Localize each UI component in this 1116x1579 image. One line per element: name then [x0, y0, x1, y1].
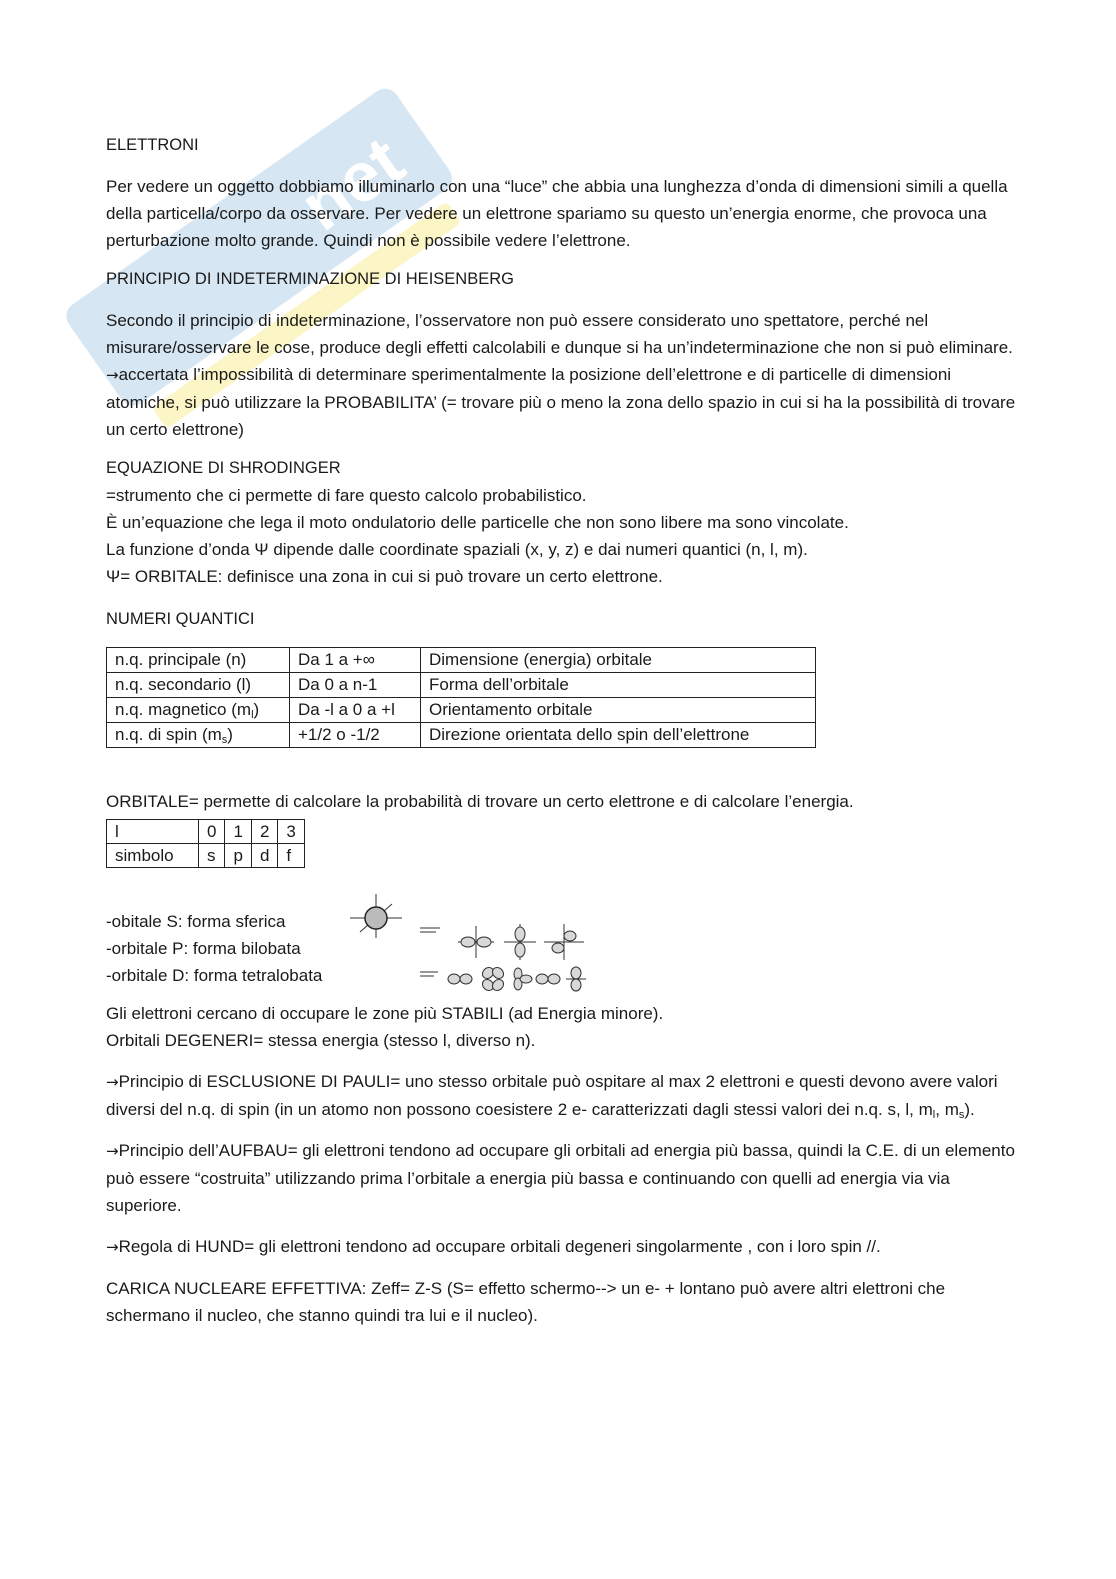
heisenberg-arrow-paragraph	[106, 361, 1016, 443]
table-cell: n.q. secondario (l)	[107, 673, 290, 698]
table-cell: s	[199, 844, 225, 868]
table-cell: Da 0 a n-1	[290, 673, 421, 698]
aufbau-paragraph: →Principio dell’AUFBAU= gli elettroni tendono ad occupare gli orbitali ad energia più bassa, quindi la C.E. di un elemento può essere “costruita” utilizzando prima l’orbitale a energia più bassa e continuando con quelli ad energia via via superiore.	[106, 1141, 1015, 1215]
list-item: -orbitale P: forma bilobata	[106, 939, 301, 958]
table-row	[107, 844, 305, 868]
orbital-shapes-block	[106, 898, 1016, 990]
table-cell: 1	[225, 820, 251, 844]
p-orbital-image	[418, 922, 590, 960]
table-cell: p	[225, 844, 251, 868]
table-cell: l	[107, 820, 199, 844]
s-orbital-image	[346, 892, 406, 940]
schrodinger-line: =strumento che ci permette di fare questo calcolo probabilistico.	[106, 486, 587, 505]
table-cell: d	[251, 844, 277, 868]
stability-line: Gli elettroni cercano di occupare le zone più STABILI (ad Energia minore).	[106, 1004, 664, 1023]
d-orbital-image	[418, 964, 590, 994]
schrodinger-line: Ψ= ORBITALE: definisce una zona in cui si può trovare un certo elettrone.	[106, 567, 663, 586]
table-cell: simbolo	[107, 844, 199, 868]
table-cell: 0	[199, 820, 225, 844]
table-row	[107, 698, 816, 723]
pauli-paragraph: →Principio di ESCLUSIONE DI PAULI= uno stesso orbitale può ospitare al max 2 elettroni e questi devono avere valori diversi del n.q. di spin (in un atomo non possono coesistere 2 e- caratterizzati dagli stessi valori dei n.q. s, l, $m_l$, $m_s$).	[106, 1072, 998, 1121]
list-item: -obitale S: forma sferica	[106, 912, 286, 931]
orbitale-definition: ORBITALE= permette di calcolare la probabilità di trovare un certo elettrone e di calcolare l’energia.	[106, 792, 854, 811]
list-item: -orbitale D: forma tetralobata	[106, 966, 323, 985]
table-cell: Orientamento orbitale	[421, 698, 816, 723]
arrow-icon: →	[106, 1238, 119, 1256]
table-cell: n.q. principale (n)	[107, 648, 290, 673]
arrow-icon: →	[106, 1142, 119, 1160]
intro-paragraph: Per vedere un oggetto dobbiamo illuminarlo con una “luce” che abbia una lunghezza d’onda di dimensioni simili a quella della particella/corpo da osservare. Per vedere un elettrone spariamo su questo un’energia enorme, che provoca una perturbazione molto grande. Quindi non è possibile vedere l’elettrone.	[106, 177, 1008, 250]
table-cell: Da -l a 0 a +l	[290, 698, 421, 723]
section-title-elettroni: ELETTRONI	[106, 136, 199, 154]
schrodinger-line: La funzione d’onda Ψ dipende dalle coordinate spaziali (x, y, z) e dai numeri quantici (n, l, m).	[106, 540, 808, 559]
table-cell: n.q. di spin $(m_s)$	[107, 723, 290, 748]
arrow-icon: →	[106, 1073, 119, 1091]
table-cell: Direzione orientata dello spin dell’elettrone	[421, 723, 816, 748]
zeff-paragraph: CARICA NUCLEARE EFFETTIVA: Zeff= Z-S (S= effetto schermo--> un e- + lontano può avere altri elettroni che schermano il nucleo, che stanno quindi tra lui e il nucleo).	[106, 1279, 946, 1325]
table-cell: Da 1 a +∞	[290, 648, 421, 673]
table-row	[107, 648, 816, 673]
heisenberg-heading: PRINCIPIO DI INDETERMINAZIONE DI HEISENBERG	[106, 270, 514, 288]
table-row	[107, 673, 816, 698]
arrow-icon: →	[106, 366, 119, 384]
table-cell: 3	[278, 820, 304, 844]
table-cell: n.q. magnetico $(m_l)$	[107, 698, 290, 723]
watermark-text: net	[286, 121, 418, 246]
table-row	[107, 820, 305, 844]
schrodinger-heading: EQUAZIONE DI SHRODINGER	[106, 459, 341, 477]
heisenberg-paragraph: Secondo il principio di indeterminazione, l’osservatore non può essere considerato uno spettatore, perché nel misurare/osservare le cose, produce degli effetti calcolabili e dunque si ha un’indeterminazione che non si può eliminare.	[106, 311, 1013, 357]
table-cell: f	[278, 844, 304, 868]
table-row	[107, 723, 816, 748]
degenerate-line: Orbitali DEGENERI= stessa energia (stesso l, diverso n).	[106, 1031, 536, 1050]
orbital-symbol-table	[106, 819, 305, 868]
hund-paragraph: →Regola di HUND= gli elettroni tendono ad occupare orbitali degeneri singolarmente , con i loro spin //.	[106, 1237, 881, 1256]
document-content	[106, 132, 1016, 1329]
quantum-heading: NUMERI QUANTICI	[106, 610, 255, 628]
table-cell: 2	[251, 820, 277, 844]
table-cell: Forma dell’orbitale	[421, 673, 816, 698]
table-cell: Dimensione (energia) orbitale	[421, 648, 816, 673]
table-cell: +1/2 o -1/2	[290, 723, 421, 748]
orbital-shapes-list	[106, 908, 322, 989]
schrodinger-line: È un’equazione che lega il moto ondulatorio delle particelle che non sono libere ma sono vincolate.	[106, 513, 849, 532]
quantum-numbers-table	[106, 647, 816, 748]
heisenberg-arrow-text: accertata l’impossibilità di determinare sperimentalmente la posizione dell’elettrone e di particelle di dimensioni atomiche, si può utilizzare la PROBABILITA’ (= trovare più o meno la zona dello spazio in cui si ha la possibilità di trovare un certo elettrone)	[106, 365, 1016, 439]
